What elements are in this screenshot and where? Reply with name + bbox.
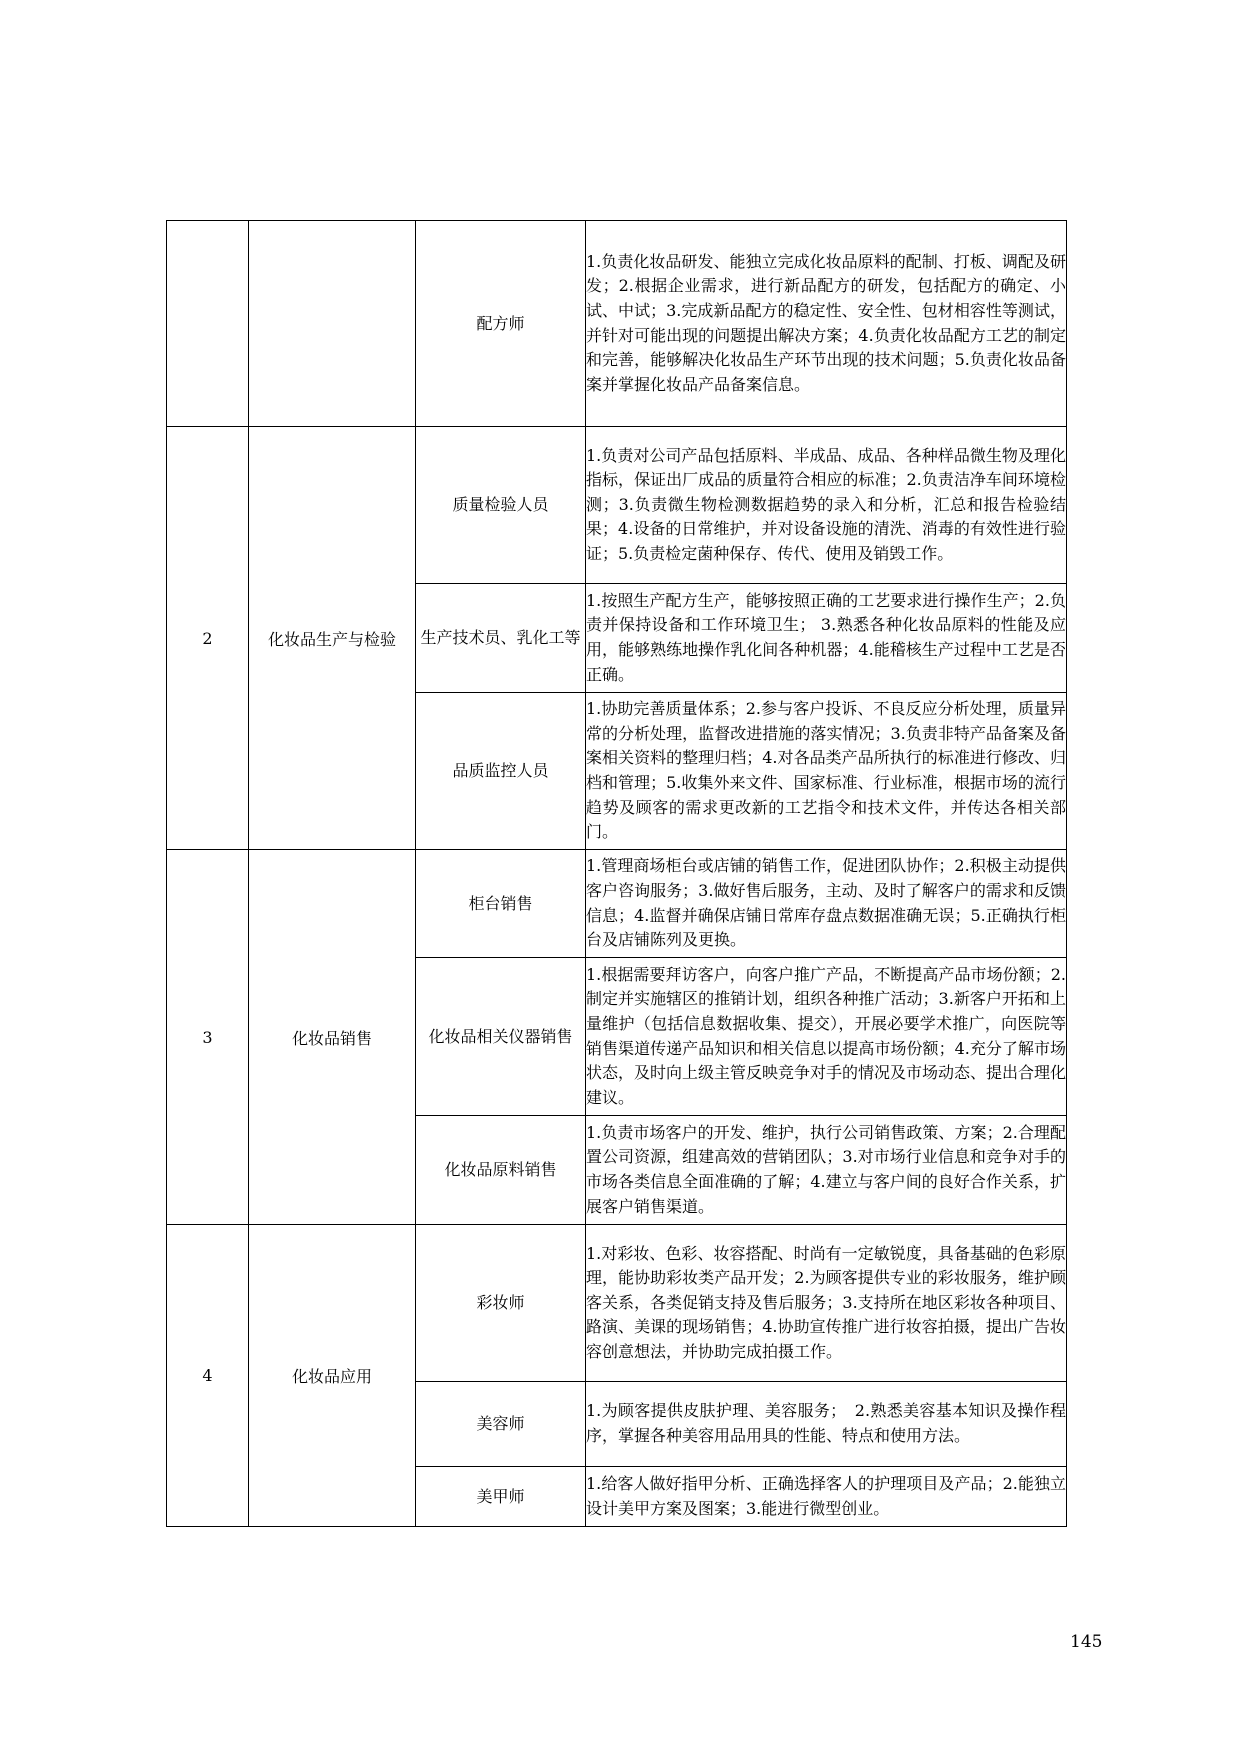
description-cell: 1.负责市场客户的开发、维护，执行公司销售政策、方案；2.合理配置公司资源，组建高效的营销团队；3.对市场行业信息和竞争对手的市场各类信息全面准确的了解；4.建立与客户间的良好合作关系，扩展客户销售渠道。 <box>586 1116 1067 1225</box>
position-cell: 美甲师 <box>416 1467 586 1527</box>
description-cell: 1.根据需要拜访客户，向客户推广产品，不断提高产品市场份额；2.制定并实施辖区的推销计划，组织各种推广活动；3.新客户开拓和上量维护（包括信息数据收集、提交），开展必要学术推广，向医院等销售渠道传递产品知识和相关信息以提高市场份额；4.充分了解市场状态，及时向上级主管反映竞争对手的情况及市场动态、提出合理化建议。 <box>586 958 1067 1116</box>
table-row <box>167 427 1067 584</box>
position-cell: 化妆品原料销售 <box>416 1116 586 1225</box>
job-area-cell <box>249 221 416 427</box>
position-cell: 美容师 <box>416 1382 586 1467</box>
table-row <box>167 1225 1067 1382</box>
description-cell: 1.给客人做好指甲分析、正确选择客人的护理项目及产品；2.能独立设计美甲方案及图案；3.能进行微型创业。 <box>586 1467 1067 1527</box>
group-number-cell: 2 <box>167 427 249 850</box>
group-number-cell <box>167 221 249 427</box>
description-cell: 1.为顾客提供皮肤护理、美容服务； 2.熟悉美容基本知识及操作程序，掌握各种美容用品用具的性能、特点和使用方法。 <box>586 1382 1067 1467</box>
position-cell: 柜台销售 <box>416 850 586 958</box>
position-cell: 彩妆师 <box>416 1225 586 1382</box>
job-area-cell: 化妆品销售 <box>249 850 416 1225</box>
group-number-cell: 4 <box>167 1225 249 1527</box>
position-cell: 化妆品相关仪器销售 <box>416 958 586 1116</box>
page-number: 145 <box>1070 1632 1103 1652</box>
job-table <box>166 220 1067 1527</box>
description-cell: 1.负责对公司产品包括原料、半成品、成品、各种样品微生物及理化指标，保证出厂成品的质量符合相应的标准；2.负责洁净车间环境检测；3.负责微生物检测数据趋势的录入和分析，汇总和报告检验结果；4.设备的日常维护，并对设备设施的清洗、消毒的有效性进行验证；5.负责检定菌种保存、传代、使用及销毁工作。 <box>586 427 1067 584</box>
description-cell: 1.对彩妆、色彩、妆容搭配、时尚有一定敏锐度，具备基础的色彩原理，能协助彩妆类产品开发；2.为顾客提供专业的彩妆服务，维护顾客关系，各类促销支持及售后服务；3.支持所在地区彩妆各种项目、路演、美课的现场销售；4.协助宣传推广进行妆容拍摄，提出广告妆容创意想法，并协助完成拍摄工作。 <box>586 1225 1067 1382</box>
position-cell: 质量检验人员 <box>416 427 586 584</box>
description-cell: 1.按照生产配方生产，能够按照正确的工艺要求进行操作生产；2.负责并保持设备和工作环境卫生； 3.熟悉各种化妆品原料的性能及应用，能够熟练地操作乳化间各种机器；4.能稽核生产过程中工艺是否正确。 <box>586 584 1067 693</box>
position-cell: 生产技术员、乳化工等 <box>416 584 586 693</box>
description-cell: 1.管理商场柜台或店铺的销售工作，促进团队协作；2.积极主动提供客户咨询服务；3.做好售后服务，主动、及时了解客户的需求和反馈信息；4.监督并确保店铺日常库存盘点数据准确无误；5.正确执行柜台及店铺陈列及更换。 <box>586 850 1067 958</box>
position-cell: 配方师 <box>416 221 586 427</box>
group-number-cell: 3 <box>167 850 249 1225</box>
description-cell: 1.协助完善质量体系；2.参与客户投诉、不良反应分析处理，质量异常的分析处理，监督改进措施的落实情况；3.负责非特产品备案及备案相关资料的整理归档；4.对各品类产品所执行的标准进行修改、归档和管理；5.收集外来文件、国家标准、行业标准，根据市场的流行趋势及顾客的需求更改新的工艺指令和技术文件，并传达各相关部门。 <box>586 693 1067 850</box>
table-row <box>167 850 1067 958</box>
job-area-cell: 化妆品生产与检验 <box>249 427 416 850</box>
description-cell: 1.负责化妆品研发、能独立完成化妆品原料的配制、打板、调配及研发；2.根据企业需求，进行新品配方的研发，包括配方的确定、小试、中试；3.完成新品配方的稳定性、安全性、包材相容性等测试，并针对可能出现的问题提出解决方案；4.负责化妆品配方工艺的制定和完善，能够解决化妆品生产环节出现的技术问题；5.负责化妆品备案并掌握化妆品产品备案信息。 <box>586 221 1067 427</box>
position-cell: 品质监控人员 <box>416 693 586 850</box>
table-row <box>167 221 1067 427</box>
job-area-cell: 化妆品应用 <box>249 1225 416 1527</box>
